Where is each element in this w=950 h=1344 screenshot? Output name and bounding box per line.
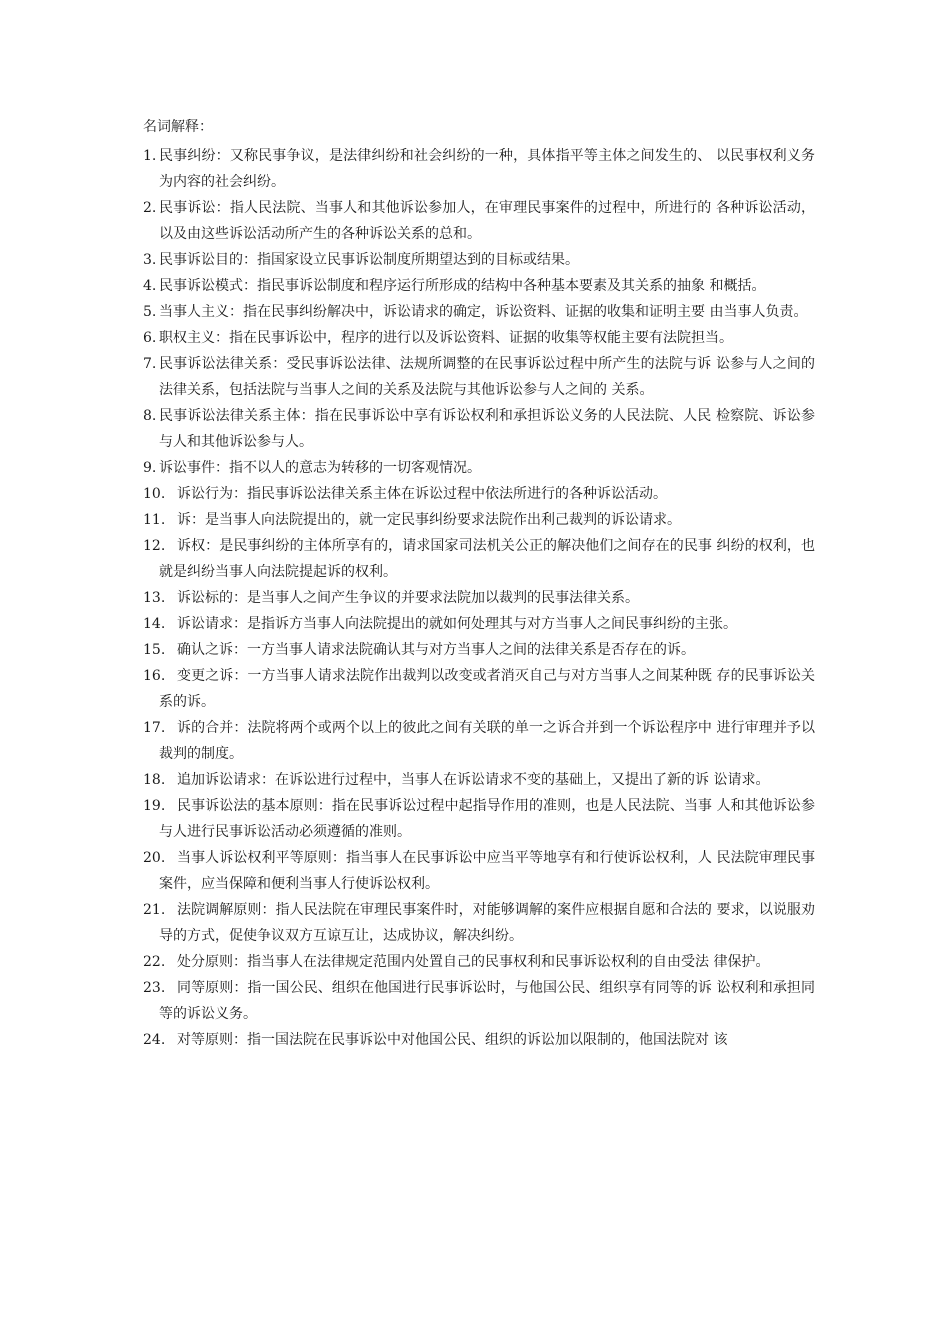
item-number: 15.: [143, 642, 166, 658]
list-item: [143, 975, 815, 1027]
list-item: [143, 403, 815, 455]
item-number: 10.: [143, 486, 166, 502]
item-number: 22.: [143, 954, 166, 970]
item-number: 4.: [143, 278, 157, 294]
list-item: [143, 897, 815, 949]
item-text: 民事诉讼法律关系：受民事诉讼法律、法规所调整的在民事诉讼过程中所产生的法院与诉 讼参与人之间的法律关系，包括法院与当事人之间的关系及法院与其他诉讼参与人之间的 关系。: [159, 356, 815, 398]
item-number: 6.: [143, 330, 157, 346]
list-item: [143, 637, 815, 663]
item-number: 23.: [143, 980, 166, 996]
item-number: 17.: [143, 720, 166, 736]
term-list: [143, 143, 815, 1053]
list-item: [143, 767, 815, 793]
list-item: [143, 273, 815, 299]
item-text: 民事纠纷：又称民事争议，是法律纠纷和社会纠纷的一种，具体指平等主体之间发生的、 以民事权利义务为内容的社会纠纷。: [159, 148, 815, 190]
item-text: 处分原则：指当事人在法律规定范围内处置自己的民事权利和民事诉讼权利的自由受法 律保护。: [177, 954, 770, 970]
item-number: 14.: [143, 616, 166, 632]
list-item: [143, 247, 815, 273]
item-text: 诉：是当事人向法院提出的，就一定民事纠纷要求法院作出利己裁判的诉讼请求。: [177, 512, 681, 528]
item-text: 诉讼事件：指不以人的意志为转移的一切客观情况。: [159, 460, 481, 476]
item-number: 9.: [143, 460, 157, 476]
item-text: 诉讼标的：是当事人之间产生争议的并要求法院加以裁判的民事法律关系。: [177, 590, 639, 606]
item-text: 民事诉讼模式：指民事诉讼制度和程序运行所形成的结构中各种基本要素及其关系的抽象 和概括。: [159, 278, 766, 294]
item-number: 16.: [143, 668, 166, 684]
item-text: 职权主义：指在民事诉讼中，程序的进行以及诉讼资料、证据的收集等权能主要有法院担当。: [159, 330, 733, 346]
item-number: 20.: [143, 850, 166, 866]
list-item: [143, 325, 815, 351]
item-number: 7.: [143, 356, 157, 372]
list-item: [143, 299, 815, 325]
list-item: [143, 949, 815, 975]
item-text: 变更之诉：一方当事人请求法院作出裁判以改变或者消灭自己与对方当事人之间某种既 存的民事诉讼关系的诉。: [159, 668, 815, 710]
item-text: 诉权：是民事纠纷的主体所享有的，请求国家司法机关公正的解决他们之间存在的民事 纠纷的权利，也就是纠纷当事人向法院提起诉的权利。: [159, 538, 815, 580]
list-item: [143, 715, 815, 767]
item-text: 民事诉讼法律关系主体：指在民事诉讼中享有诉讼权利和承担诉讼义务的人民法院、人民 检察院、诉讼参与人和其他诉讼参与人。: [159, 408, 815, 450]
item-number: 12.: [143, 538, 166, 554]
item-number: 5.: [143, 304, 157, 320]
list-item: [143, 793, 815, 845]
list-item: [143, 455, 815, 481]
item-text: 民事诉讼目的：指国家设立民事诉讼制度所期望达到的目标或结果。: [159, 252, 579, 268]
item-text: 诉讼行为：指民事诉讼法律关系主体在诉讼过程中依法所进行的各种诉讼活动。: [177, 486, 667, 502]
list-item: [143, 533, 815, 585]
section-heading: 名词解释：: [143, 119, 213, 135]
item-text: 法院调解原则：指人民法院在审理民事案件时，对能够调解的案件应根据自愿和合法的 要求，以说服劝导的方式，促使争议双方互谅互让，达成协议，解决纠纷。: [159, 902, 815, 944]
item-number: 1.: [143, 148, 157, 164]
item-text: 确认之诉：一方当事人请求法院确认其与对方当事人之间的法律关系是否存在的诉。: [177, 642, 695, 658]
item-text: 追加诉讼请求：在诉讼进行过程中，当事人在诉讼请求不变的基础上，又提出了新的诉 讼请求。: [177, 772, 770, 788]
item-number: 8.: [143, 408, 157, 424]
item-number: 21.: [143, 902, 166, 918]
item-number: 3.: [143, 252, 157, 268]
list-item: [143, 611, 815, 637]
item-text: 当事人主义：指在民事纠纷解决中，诉讼请求的确定，诉讼资料、证据的收集和证明主要 由当事人负责。: [159, 304, 808, 320]
item-text: 对等原则：指一国法院在民事诉讼中对他国公民、组织的诉讼加以限制的，他国法院对 该: [177, 1032, 728, 1048]
list-item: [143, 481, 815, 507]
item-number: 18.: [143, 772, 166, 788]
item-text: 诉讼请求：是指诉方当事人向法院提出的就如何处理其与对方当事人之间民事纠纷的主张。: [177, 616, 737, 632]
item-number: 24.: [143, 1032, 166, 1048]
item-text: 诉的合并：法院将两个或两个以上的彼此之间有关联的单一之诉合并到一个诉讼程序中 进行审理并予以裁判的制度。: [159, 720, 815, 762]
item-text: 民事诉讼：指人民法院、当事人和其他诉讼参加人，在审理民事案件的过程中，所进行的 各种诉讼活动，以及由这些诉讼活动所产生的各种诉讼关系的总和。: [159, 200, 815, 242]
list-item: [143, 663, 815, 715]
list-item: [143, 195, 815, 247]
list-item: [143, 1027, 815, 1053]
item-number: 2.: [143, 200, 157, 216]
list-item: [143, 845, 815, 897]
item-text: 同等原则：指一国公民、组织在他国进行民事诉讼时，与他国公民、组织享有同等的诉 讼权利和承担同等的诉讼义务。: [159, 980, 815, 1022]
item-number: 11.: [143, 512, 166, 528]
list-item: [143, 585, 815, 611]
item-text: 当事人诉讼权利平等原则：指当事人在民事诉讼中应当平等地享有和行使诉讼权利，人 民法院审理民事案件，应当保障和便利当事人行使诉讼权利。: [159, 850, 815, 892]
item-text: 民事诉讼法的基本原则：指在民事诉讼过程中起指导作用的准则，也是人民法院、当事 人和其他诉讼参与人进行民事诉讼活动必须遵循的准则。: [159, 798, 815, 840]
item-number: 13.: [143, 590, 166, 606]
item-number: 19.: [143, 798, 166, 814]
list-item: [143, 351, 815, 403]
list-item: [143, 507, 815, 533]
list-item: [143, 143, 815, 195]
